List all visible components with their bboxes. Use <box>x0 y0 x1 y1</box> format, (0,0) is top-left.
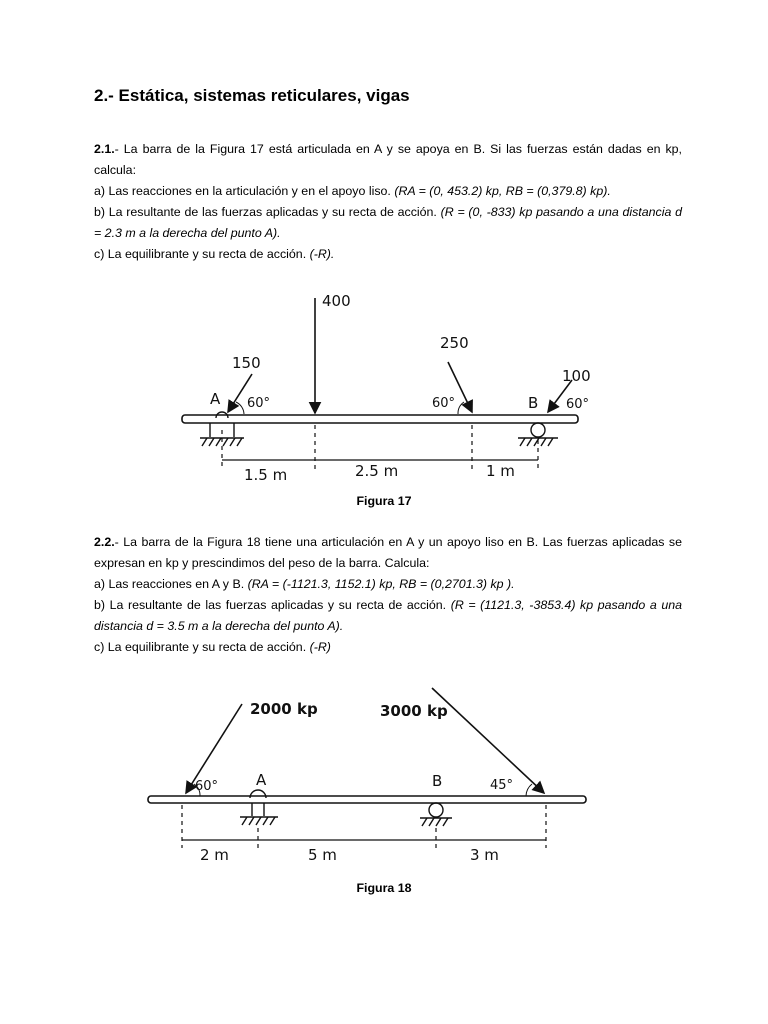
part-b-answer: (R = (0, -833) kp pasando a una distancia d = 2.3 m a la derecha del punto A). <box>94 205 683 240</box>
angle-b-label: 60° <box>566 397 590 412</box>
problem-2-1-number: 2.1. <box>94 142 115 156</box>
dimension-guides <box>182 805 546 848</box>
problem-2-1-intro <box>94 139 682 181</box>
label-b: B <box>528 394 539 412</box>
dim-2-label: 2.5 m <box>355 462 399 480</box>
angle-a-label: 60° <box>247 396 271 411</box>
part-b-text: b) La resultante de las fuerzas aplicadas y su recta de acción. <box>94 598 451 612</box>
force-150-label: 150 <box>232 354 261 372</box>
problem-2-2-part-c <box>94 637 682 658</box>
force-100-label: 100 <box>562 367 591 385</box>
part-b-answer: (R = (1121.3, -3853.4) kp pasando a una distancia d = 3.5 m a la derecha del punto A). <box>94 598 682 633</box>
dim-1-label: 1.5 m <box>244 466 288 484</box>
angle-250-arc <box>458 402 464 414</box>
force-250-label: 250 <box>440 334 469 352</box>
force-2000-label: 2000 kp <box>250 700 318 718</box>
label-b: B <box>432 772 443 790</box>
dim-1-label: 2 m <box>200 846 229 864</box>
dim-3-label: 3 m <box>470 846 499 864</box>
force-400-label: 400 <box>322 292 351 310</box>
angle-left-label: 60° <box>195 779 219 794</box>
beam <box>148 796 586 803</box>
figure-18-caption: Figura 18 <box>356 881 412 895</box>
problem-2-1-part-c <box>94 244 682 265</box>
problem-2-1 <box>94 139 682 265</box>
label-a: A <box>210 390 221 408</box>
problem-2-1-part-a <box>94 181 682 202</box>
angle-a-arc <box>236 402 244 414</box>
figure-17-caption: Figura 17 <box>356 494 412 508</box>
part-a-answer: (RA = (0, 453.2) kp, RB = (0,379.8) kp). <box>394 184 611 198</box>
part-a-text: a) Las reacciones en la articulación y en el apoyo liso. <box>94 184 395 198</box>
dim-3-label: 1 m <box>486 462 515 480</box>
angle-right-arc <box>526 784 532 796</box>
label-a: A <box>256 771 267 789</box>
force-3000-arrow <box>432 688 544 793</box>
problem-2-2-number: 2.2. <box>94 535 115 549</box>
problem-2-2-intro-text: - La barra de la Figura 18 tiene una articulación en A y un apoyo liso en B. Las fuerzas aplicadas se expresan en kp y prescindimos del peso de la barra. Calcula: <box>94 535 682 570</box>
roller-support-b <box>420 803 452 826</box>
part-c-text: c) La equilibrante y su recta de acción. <box>94 247 310 261</box>
problem-2-2 <box>94 532 682 658</box>
part-c-text: c) La equilibrante y su recta de acción. <box>94 640 310 654</box>
angle-250-label: 60° <box>432 396 456 411</box>
problem-2-2-intro <box>94 532 682 574</box>
angle-right-label: 45° <box>490 778 514 793</box>
part-a-answer: (RA = (-1121.3, 1152.1) kp, RB = (0,2701.3) kp ). <box>247 577 515 591</box>
problem-2-1-part-b <box>94 202 682 244</box>
problem-2-2-part-b <box>94 595 682 637</box>
part-c-answer: (-R) <box>309 640 331 654</box>
dim-2-label: 5 m <box>308 846 337 864</box>
beam <box>182 415 578 423</box>
part-b-text: b) La resultante de las fuerzas aplicadas y su recta de acción. <box>94 205 441 219</box>
section-title: 2.- Estática, sistemas reticulares, vigas <box>94 86 410 105</box>
part-c-answer: (-R). <box>309 247 335 261</box>
problem-2-1-intro-text: - La barra de la Figura 17 está articulada en A y se apoya en B. Si las fuerzas están dadas en kp, calcula: <box>94 142 682 177</box>
part-a-text: a) Las reacciones en A y B. <box>94 577 248 591</box>
problem-2-2-part-a <box>94 574 682 595</box>
figure-17-diagram <box>0 280 768 490</box>
figure-18-diagram <box>0 680 768 870</box>
force-3000-label: 3000 kp <box>380 702 448 720</box>
